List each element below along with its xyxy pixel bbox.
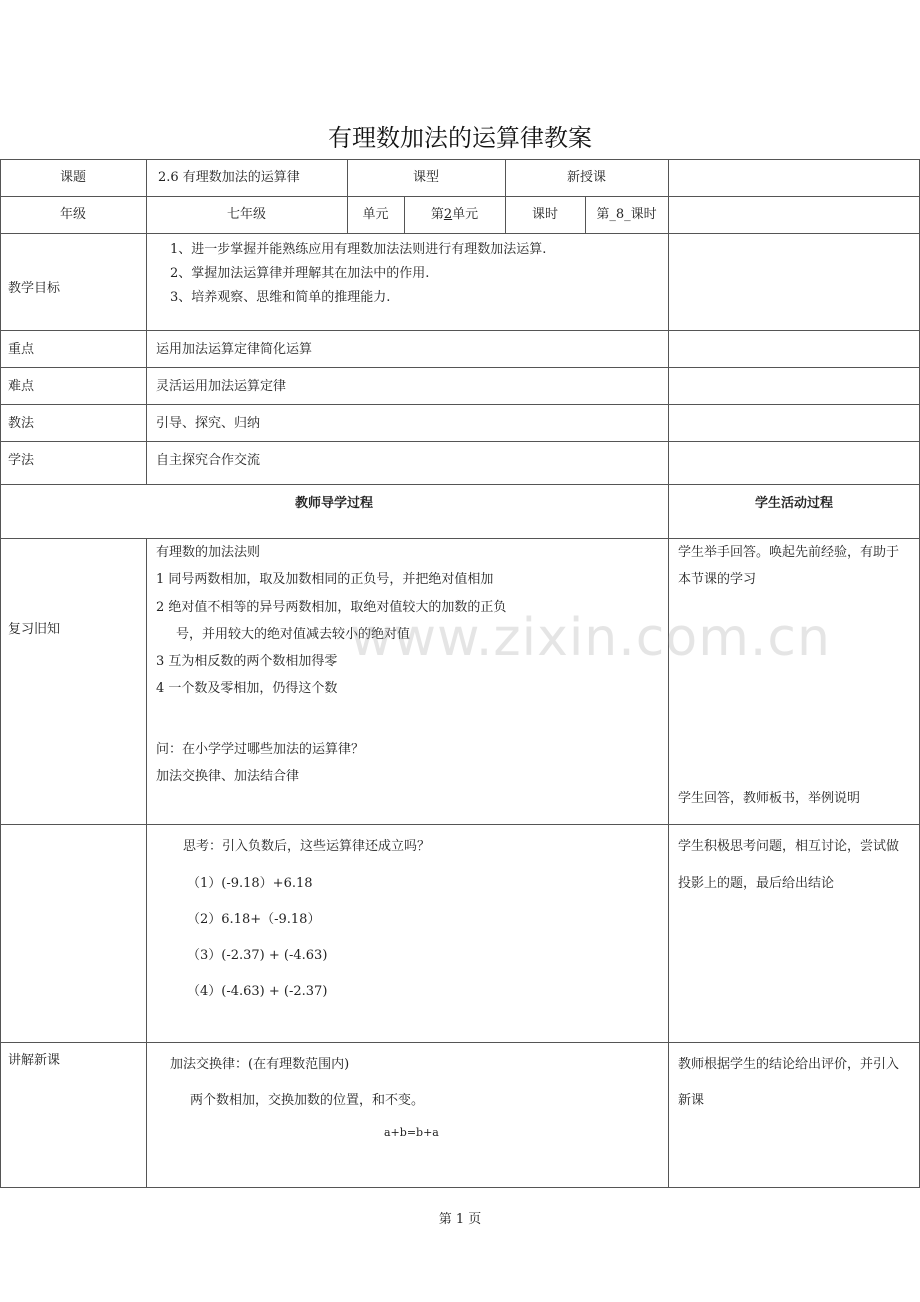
goal-item: 3、培养观察、思维和简单的推理能力. <box>170 290 391 305</box>
review-line: 有理数的加法法则 <box>156 545 261 560</box>
nianji-value: 七年级 <box>226 207 266 222</box>
review-line: 1 同号两数相加，取及加数相同的正负号，并把绝对值相加 <box>156 572 494 587</box>
row-label-xuefa: 学法 <box>8 453 35 468</box>
think-line: （1）(-9.18）+6.18 <box>187 876 313 891</box>
think-student-line: 学生积极思考问题，相互讨论，尝试做 <box>678 839 900 854</box>
newlesson-line: 两个数相加，交换加数的位置，和不变。 <box>190 1093 425 1108</box>
row-value-zhongdian: 运用加法运算定律简化运算 <box>156 342 313 357</box>
review-line: 2 绝对值不相等的异号两数相加，取绝对值较大的加数的正负 <box>156 600 507 615</box>
student-process-header: 学生活动过程 <box>754 496 833 511</box>
watermark: www.zixin.com.cn <box>350 608 831 668</box>
newlesson-student-line: 教师根据学生的结论给出评价，并引入 <box>678 1057 900 1072</box>
think-line: （3）(-2.37) + (-4.63) <box>187 948 328 963</box>
goals-label: 教学目标 <box>8 281 61 296</box>
think-line: （2）6.18+（-9.18） <box>187 912 321 927</box>
row-value-xuefa: 自主探究合作交流 <box>156 453 261 468</box>
danyuan-value <box>404 207 505 223</box>
newlesson-label: 讲解新课 <box>8 1053 61 1068</box>
goal-item: 2、掌握加法运算律并理解其在加法中的作用. <box>170 266 430 281</box>
review-line: 号，并用较大的绝对值减去较小的绝对值 <box>176 627 411 642</box>
keti-value: 2.6 有理数加法的运算律 <box>158 170 300 185</box>
think-line: （4）(-4.63) + (-2.37) <box>187 984 328 999</box>
kexing-value: 新授课 <box>566 170 606 185</box>
keti-label: 课题 <box>59 170 86 185</box>
review-student-line: 学生举手回答。唤起先前经验，有助于 <box>678 545 900 560</box>
danyuan-label: 单元 <box>362 207 389 222</box>
row-label-jiaofa: 教法 <box>8 416 35 431</box>
page-title: 有理数加法的运算律教案 <box>328 124 592 152</box>
row-value-nandian: 灵活运用加法运算定律 <box>156 379 287 394</box>
think-line: 思考：引入负数后，这些运算律还成立吗？ <box>183 839 431 854</box>
page-number: 第 1 页 <box>438 1212 482 1227</box>
keshi-label: 课时 <box>531 207 558 222</box>
keshi-value: 第_8_课时 <box>596 207 657 222</box>
newlesson-student-line: 新课 <box>678 1093 705 1108</box>
review-line: 3 互为相反数的两个数相加得零 <box>156 654 338 669</box>
danyuan-post: 单元 <box>452 207 479 222</box>
review-label: 复习旧知 <box>8 622 61 637</box>
newlesson-line: 加法交换律：(在有理数范围内) <box>170 1057 350 1072</box>
row-value-jiaofa: 引导、探究、归纳 <box>156 416 261 431</box>
review-line: 问：在小学学过哪些加法的运算律？ <box>156 742 365 757</box>
row-label-nandian: 难点 <box>8 379 35 394</box>
review-line: 加法交换律、加法结合律 <box>156 769 300 784</box>
row-label-zhongdian: 重点 <box>8 342 35 357</box>
teacher-process-header: 教师导学过程 <box>294 496 373 511</box>
nianji-label: 年级 <box>59 207 86 222</box>
review-student-bottom: 学生回答，教师板书，举例说明 <box>678 791 861 806</box>
kexing-label: 课型 <box>412 170 439 185</box>
review-student-line: 本节课的学习 <box>678 572 757 587</box>
newlesson-formula: a+b=b+a <box>384 1126 439 1139</box>
think-student-line: 投影上的题，最后给出结论 <box>678 876 835 891</box>
danyuan-number: 2 <box>443 207 453 222</box>
danyuan-pre: 第 <box>430 207 444 222</box>
goal-item: 1、进一步掌握并能熟练应用有理数加法法则进行有理数加法运算. <box>170 242 547 257</box>
review-line: 4 一个数及零相加，仍得这个数 <box>156 681 338 696</box>
